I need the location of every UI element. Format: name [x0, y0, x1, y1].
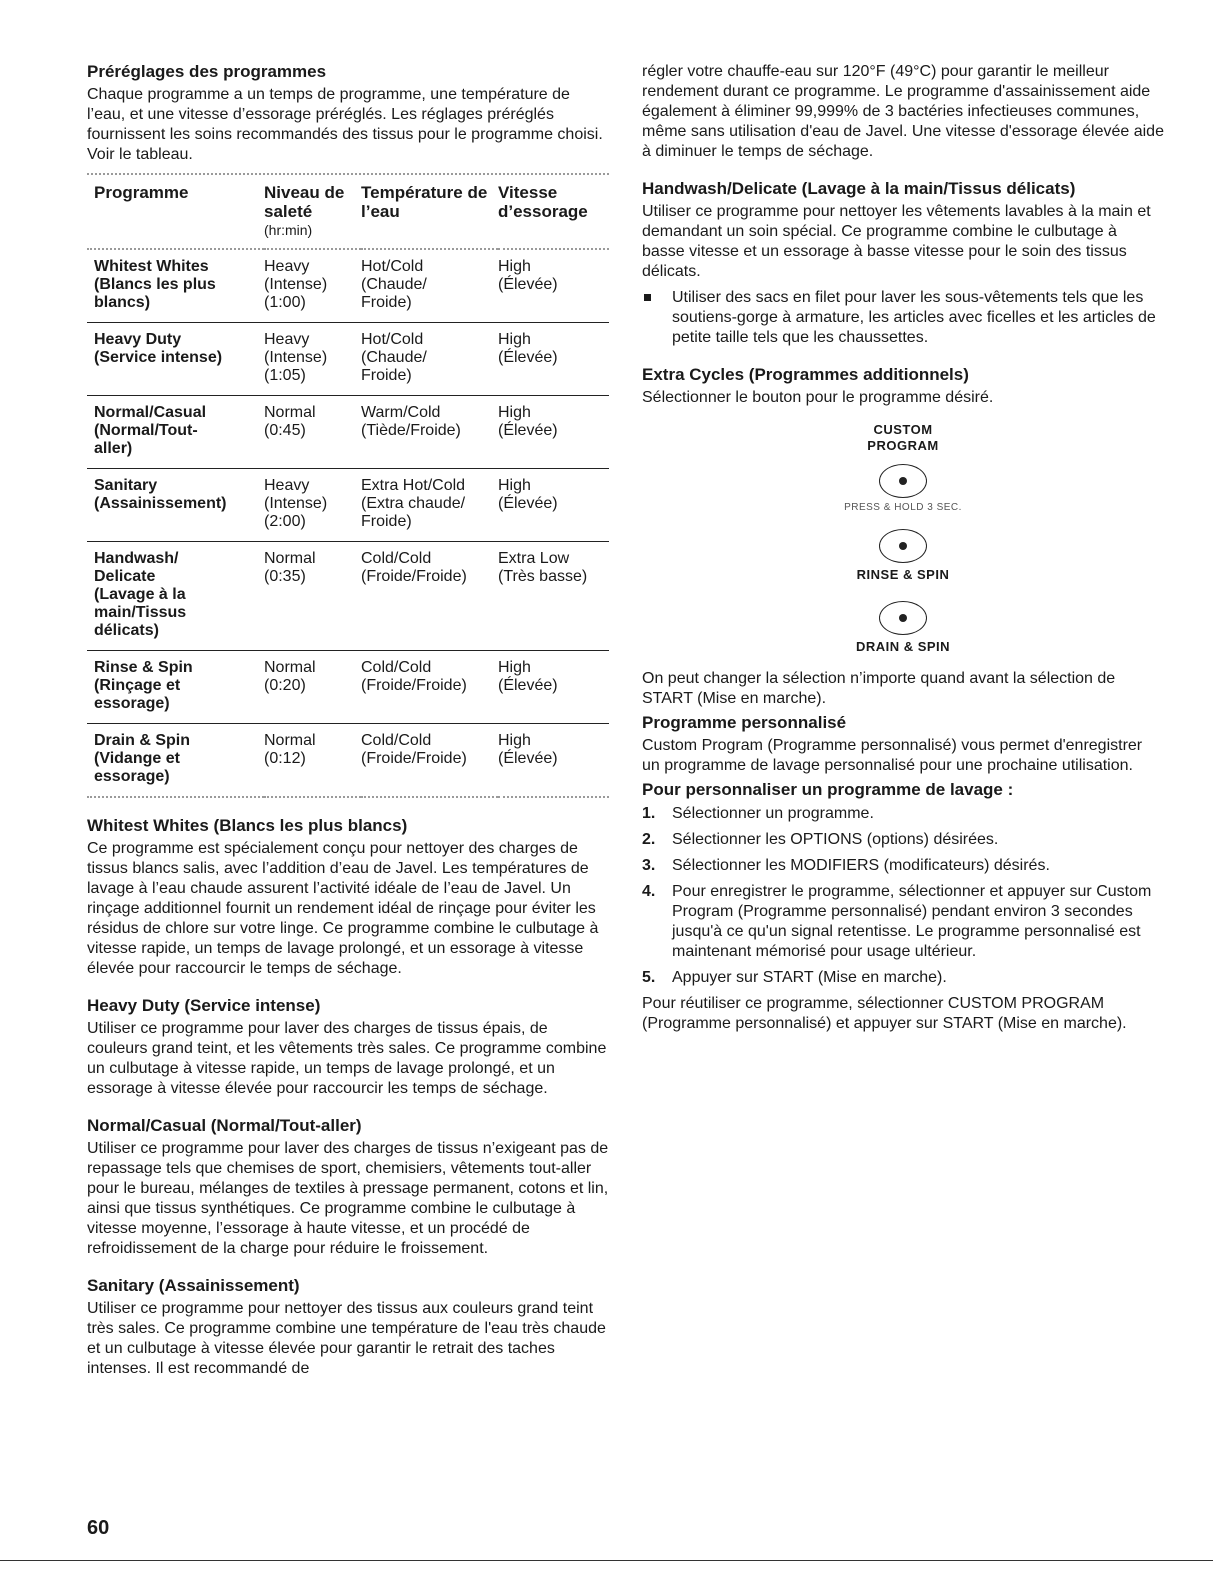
handwash-heading: Handwash/Delicate (Lavage à la main/Tissus délicats): [642, 179, 1076, 198]
cell-line: (Rinçage et: [94, 677, 181, 694]
list-item: [642, 288, 1164, 348]
cell-line: blancs): [94, 294, 151, 311]
heavy-heading: Heavy Duty (Service intense): [87, 996, 321, 1015]
drain-spin-label: DRAIN & SPIN: [855, 639, 951, 654]
left-column: [87, 62, 609, 1396]
handwash-bullets: [642, 288, 1164, 348]
handwash-section: [642, 179, 1164, 348]
presets-section: [87, 62, 609, 165]
cell-line: (Élevée): [498, 276, 558, 293]
cell-line: (Normal/Tout-: [94, 422, 198, 439]
normal-section: [87, 1116, 609, 1259]
cell-line: Heavy: [264, 331, 310, 348]
list-item: [642, 856, 1164, 876]
spin-speed-cell: [498, 249, 609, 323]
cell-line: (Intense): [264, 349, 328, 366]
table-body: [87, 249, 609, 797]
spin-speed-cell: [498, 724, 609, 798]
header-spin: Vitesse d’essorage: [498, 181, 609, 249]
cell-line: Froide): [361, 513, 412, 530]
cell-line: (0:12): [264, 750, 306, 767]
list-item: [642, 804, 1164, 824]
cell-line: essorage): [94, 695, 170, 712]
custom-subheading: Pour personnaliser un programme de lavage :: [642, 780, 1014, 799]
cell-line: Rinse & Spin: [94, 659, 193, 676]
spin-speed-cell: [498, 542, 609, 651]
sanitary-continued: [642, 62, 1164, 162]
sanitary-text: Utiliser ce programme pour nettoyer des tissus aux couleurs grand teint très sales. Ce programme combine une température de l'eau très chaude et un culbutage à vitesse élevée pour garantir le retrait des taches intenses. Il est recommandé de: [87, 1300, 606, 1377]
program-name-cell: [87, 724, 264, 798]
custom-program-button-icon: [879, 464, 927, 498]
extra-heading: Extra Cycles (Programmes additionnels): [642, 365, 969, 384]
cell-line: délicats): [94, 622, 159, 639]
cell-line: (Froide/Froide): [361, 568, 467, 585]
drain-spin-button-icon: [879, 601, 927, 635]
cell-line: High: [498, 477, 531, 494]
right-column: [642, 62, 1164, 1034]
whitest-text: Ce programme est spécialement conçu pour nettoyer des charges de tissus blancs salis, avec l’addition d’eau de Javel. Les températures de lavage à l’eau chaude assurent l’activité idéale de l’eau de Javel. Un rinçage additionnel fournit un rendement idéal de rinçage pour éviter les résidus de chlore sur votre linge. Ce programme combine le culbutage à vitesse rapide, un temps de lavage prolongé, et un essorage à vitesse élevée pour raccourcir le temps de séchage.: [87, 840, 599, 977]
cell-line: (Élevée): [498, 677, 558, 694]
header-program: Programme: [87, 181, 264, 249]
cell-line: Normal: [264, 550, 316, 567]
water-temp-cell: [361, 651, 498, 724]
page-number: 60: [87, 1517, 110, 1539]
cell-line: Extra Low: [498, 550, 570, 567]
cell-line: Delicate: [94, 568, 156, 585]
custom-heading: Programme personnalisé: [642, 713, 847, 732]
soil-level-cell: [264, 542, 361, 651]
cell-line: (Élevée): [498, 422, 558, 439]
cell-line: Cold/Cold: [361, 550, 432, 567]
program-name-cell: [87, 651, 264, 724]
step-number: 3.: [642, 857, 656, 874]
water-temp-cell: [361, 396, 498, 469]
cell-line: Heavy Duty: [94, 331, 182, 348]
cell-line: High: [498, 732, 531, 749]
cell-line: (Intense): [264, 276, 328, 293]
custom-label-line1: CUSTOM: [873, 422, 933, 437]
cell-line: (Élevée): [498, 349, 558, 366]
cell-line: (Extra chaude/: [361, 495, 466, 512]
step-text: Appuyer sur START (Mise en marche).: [672, 969, 947, 986]
cell-line: (Lavage à la: [94, 586, 186, 603]
custom-steps: [642, 804, 1164, 988]
spin-speed-cell: [498, 651, 609, 724]
program-name-cell: [87, 323, 264, 396]
cell-line: Handwash/: [94, 550, 179, 567]
cell-line: essorage): [94, 768, 170, 785]
cell-line: (Assainissement): [94, 495, 227, 512]
water-temp-cell: [361, 724, 498, 798]
selection-note: [642, 669, 1164, 709]
extra-text: Sélectionner le bouton pour le programme désiré.: [642, 389, 994, 406]
cell-line: (0:20): [264, 677, 306, 694]
soil-level-cell: [264, 249, 361, 323]
heavy-section: [87, 996, 609, 1099]
indicator-dot-icon: [899, 614, 907, 622]
table-row: [87, 651, 609, 724]
cell-line: High: [498, 659, 531, 676]
step-text: Pour enregistrer le programme, sélectionner et appuyer sur Custom Program (Programme personnalisé) pendant environ 3 secondes jusqu'à ce qu'un signal retentisse. Le programme personnalisé est maintenant mémorisé pour usage ultérieur.: [672, 883, 1152, 960]
soil-level-cell: [264, 724, 361, 798]
cell-line: (Service intense): [94, 349, 223, 366]
cell-line: (1:00): [264, 294, 306, 311]
table-row: [87, 323, 609, 396]
cell-line: Whitest Whites: [94, 258, 209, 275]
sanitary-section: [87, 1276, 609, 1379]
program-name-cell: [87, 469, 264, 542]
cell-line: (1:05): [264, 367, 306, 384]
cell-line: Warm/Cold: [361, 404, 441, 421]
program-table: [87, 181, 609, 798]
sanitary-heading: Sanitary (Assainissement): [87, 1276, 300, 1295]
custom-program-label: [642, 422, 1164, 454]
program-name-cell: [87, 396, 264, 469]
cell-line: High: [498, 404, 531, 421]
whitest-section: [87, 816, 609, 979]
rinse-spin-button-icon: [879, 529, 927, 563]
cell-line: High: [498, 258, 531, 275]
soil-level-cell: [264, 323, 361, 396]
table-row: [87, 469, 609, 542]
list-item: [642, 882, 1164, 962]
custom-label-line2: PROGRAM: [867, 438, 939, 453]
step-text: Sélectionner un programme.: [672, 805, 874, 822]
indicator-dot-icon: [899, 477, 907, 485]
header-soil-label: Niveau de saleté: [264, 183, 345, 221]
list-item: [642, 830, 1164, 850]
list-item: [642, 968, 1164, 988]
footer-rule: [0, 1560, 1213, 1561]
cell-line: (Élevée): [498, 495, 558, 512]
cell-line: (2:00): [264, 513, 306, 530]
step-number: 5.: [642, 969, 656, 986]
press-hold-label: PRESS & HOLD 3 SEC.: [844, 502, 962, 513]
table-header-row: [87, 181, 609, 249]
normal-text: Utiliser ce programme pour laver des charges de tissus n’exigeant pas de repassage tels que chemises de sport, chemisiers, vêtements tout-aller pour le bureau, mélanges de textiles à pressage permanent, cotons et lin, ainsi que tissus synthétiques. Ce programme combine le culbutage à vitesse moyenne, l’essorage à haute vitesse, et un procédé de refroidissement de la charge pour réduire le froissement.: [87, 1140, 609, 1257]
cell-line: High: [498, 331, 531, 348]
extra-section: [642, 365, 1164, 408]
cell-line: (Chaude/: [361, 276, 427, 293]
step-number: 2.: [642, 831, 656, 848]
table-row: [87, 724, 609, 798]
water-temp-cell: [361, 469, 498, 542]
custom-text: Custom Program (Programme personnalisé) vous permet d'enregistrer un programme de lavage personnalisé pour une prochaine utilisation.: [642, 737, 1143, 774]
button-diagram: [642, 422, 1164, 655]
step-number: 1.: [642, 805, 656, 822]
step-text: Sélectionner les OPTIONS (options) désirées.: [672, 831, 999, 848]
step-text: Sélectionner les MODIFIERS (modificateurs) désirés.: [672, 857, 1050, 874]
program-name-cell: [87, 249, 264, 323]
cell-line: Froide): [361, 294, 412, 311]
cell-line: main/Tissus: [94, 604, 187, 621]
cell-line: Hot/Cold: [361, 331, 424, 348]
cell-line: Cold/Cold: [361, 732, 432, 749]
water-temp-cell: [361, 249, 498, 323]
cell-line: (Élevée): [498, 750, 558, 767]
table-row: [87, 396, 609, 469]
water-temp-cell: [361, 542, 498, 651]
presets-text: Chaque programme a un temps de programme, une température de l’eau, et une vitesse d’essorage préréglés. Les réglages préréglés fournissent les soins recommandés des tissus pour le programme choisi. Voir le tableau.: [87, 86, 603, 163]
table-top-rule: [87, 173, 609, 175]
soil-level-cell: [264, 396, 361, 469]
cell-line: (Blancs les plus: [94, 276, 216, 293]
cell-line: aller): [94, 440, 133, 457]
step-number: 4.: [642, 883, 656, 900]
spin-speed-cell: [498, 323, 609, 396]
table-row: [87, 542, 609, 651]
whitest-heading: Whitest Whites (Blancs les plus blancs): [87, 816, 408, 835]
cell-line: (0:35): [264, 568, 306, 585]
cell-line: Extra Hot/Cold: [361, 477, 466, 494]
heavy-text: Utiliser ce programme pour laver des charges de tissus épais, de couleurs grand teint, et les vêtements très sales. Ce programme combine un culbutage à vitesse rapide, un temps de lavage prolongé, et un essorage à vitesse élevée pour raccourcir les temps de séchage.: [87, 1020, 607, 1097]
cell-line: (Froide/Froide): [361, 677, 467, 694]
spin-speed-cell: [498, 469, 609, 542]
header-soil: [264, 181, 361, 249]
cell-line: Drain & Spin: [94, 732, 191, 749]
handwash-bullet-text: Utiliser des sacs en filet pour laver les sous-vêtements tels que les soutiens-gorge à armature, les articles avec ficelles et les articles de petite taille tels que les chaussettes.: [672, 289, 1156, 346]
header-soil-sub: (hr:min): [264, 222, 313, 238]
cell-line: (Intense): [264, 495, 328, 512]
cell-line: Heavy: [264, 258, 310, 275]
cell-line: (Tiède/Froide): [361, 422, 461, 439]
soil-level-cell: [264, 469, 361, 542]
cell-line: Cold/Cold: [361, 659, 432, 676]
water-temp-cell: [361, 323, 498, 396]
cell-line: Sanitary: [94, 477, 158, 494]
custom-reuse-text: Pour réutiliser ce programme, sélectionner CUSTOM PROGRAM (Programme personnalisé) et appuyer sur START (Mise en marche).: [642, 995, 1127, 1032]
cell-line: (0:45): [264, 422, 306, 439]
presets-heading: Préréglages des programmes: [87, 62, 327, 81]
cell-line: Normal: [264, 732, 316, 749]
cell-line: (Chaude/: [361, 349, 427, 366]
sanitary-cont-text: régler votre chauffe-eau sur 120°F (49°C) pour garantir le meilleur rendement durant ce programme. Le programme d'assainissement aide également à éliminer 99,999% de 3 bactéries infectieuses communes, même sans utilisation d'eau de Javel. Une vitesse d'essorage élevée aide à diminuer le temps de séchage.: [642, 63, 1164, 160]
cell-line: Normal: [264, 404, 316, 421]
indicator-dot-icon: [899, 542, 907, 550]
soil-level-cell: [264, 651, 361, 724]
cell-line: (Vidange et: [94, 750, 180, 767]
normal-heading: Normal/Casual (Normal/Tout-aller): [87, 1116, 362, 1135]
rinse-spin-label: RINSE & SPIN: [856, 567, 950, 582]
handwash-text: Utiliser ce programme pour nettoyer les vêtements lavables à la main et demandant un soin spécial. Ce programme combine le culbutage à basse vitesse et un essorage à basse vitesse pour le soin des tissus délicats.: [642, 203, 1151, 280]
square-bullet-icon: [644, 294, 651, 301]
cell-line: (Très basse): [498, 568, 588, 585]
selection-note-text: On peut changer la sélection n’importe quand avant la sélection de START (Mise en marche).: [642, 670, 1116, 707]
cell-line: Heavy: [264, 477, 310, 494]
cell-line: Normal/Casual: [94, 404, 207, 421]
custom-section: [642, 713, 1164, 1034]
cell-line: Hot/Cold: [361, 258, 424, 275]
table-row: [87, 249, 609, 323]
cell-line: (Froide/Froide): [361, 750, 467, 767]
program-name-cell: [87, 542, 264, 651]
cell-line: Froide): [361, 367, 412, 384]
spin-speed-cell: [498, 396, 609, 469]
header-temp: Température de l’eau: [361, 181, 498, 249]
cell-line: Normal: [264, 659, 316, 676]
